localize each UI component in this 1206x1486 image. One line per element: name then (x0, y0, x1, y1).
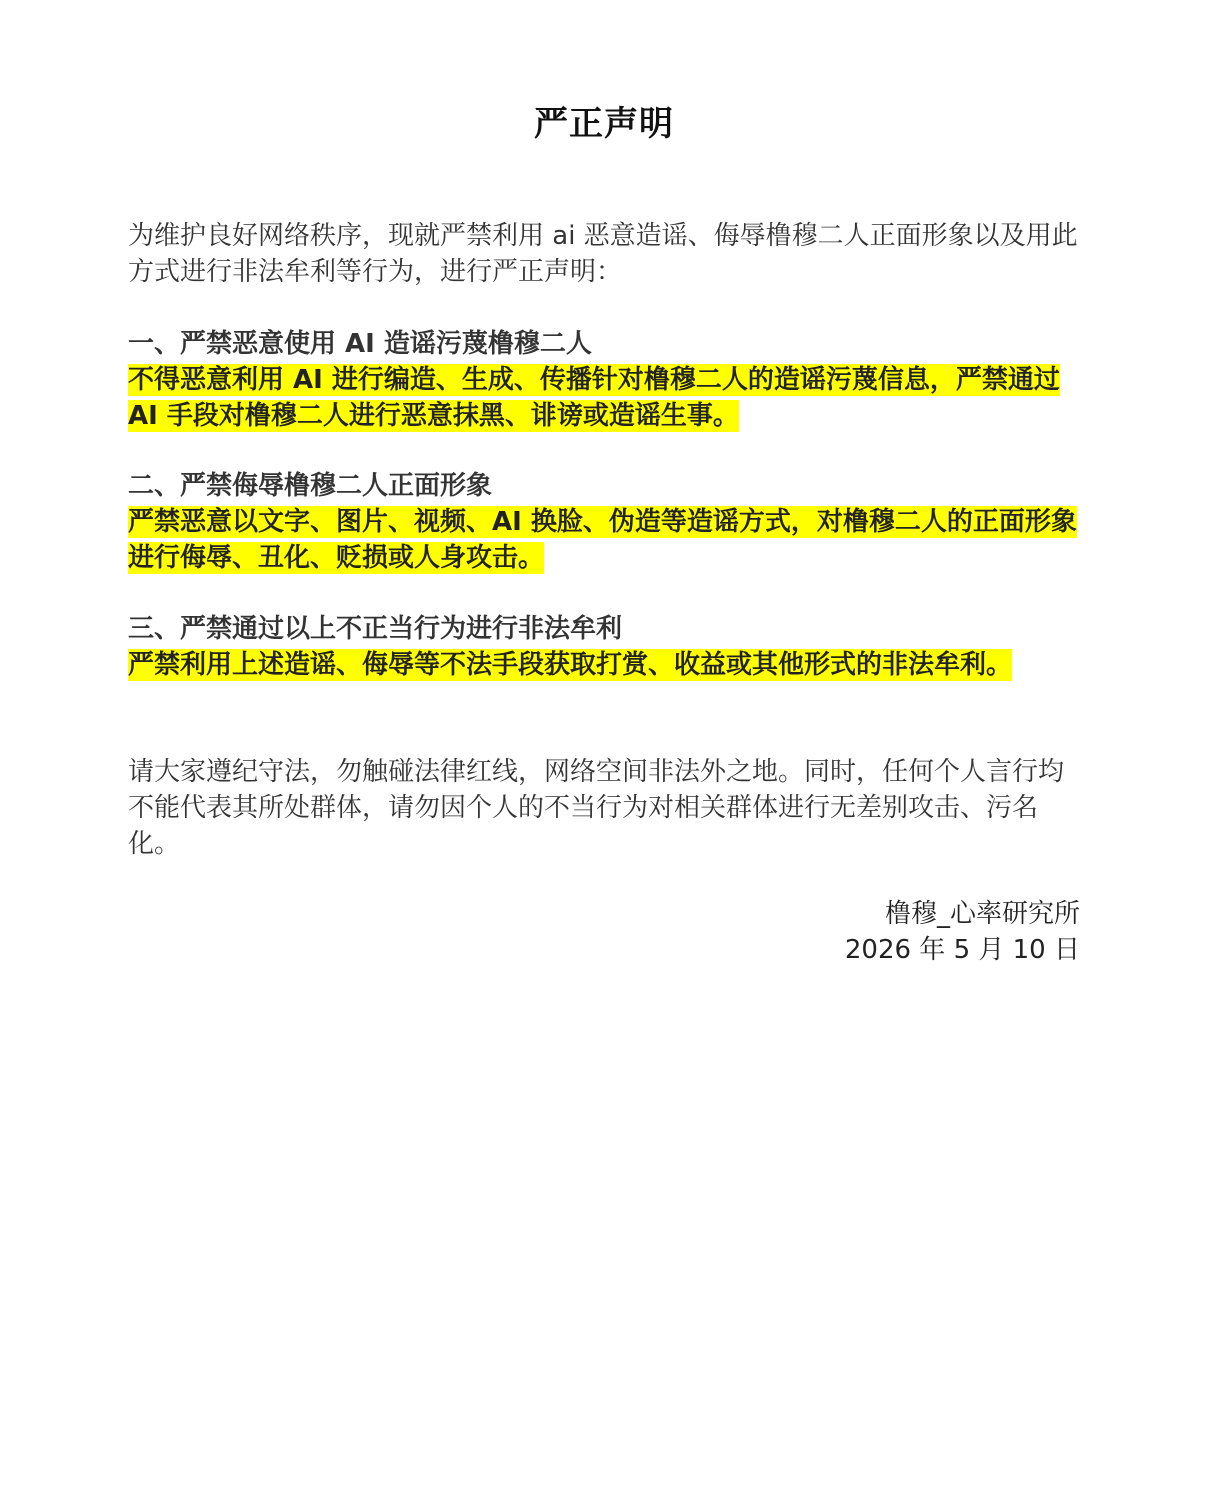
signature-block (845, 896, 1080, 968)
section-heading: 二、严禁侮辱橹穆二人正面形象 (128, 471, 493, 501)
section-heading: 一、严禁恶意使用 AI 造谣污蔑橹穆二人 (128, 329, 592, 359)
signature-date: 2026 年 5 月 10 日 (844, 935, 1080, 965)
section-1 (128, 326, 1080, 434)
section-2 (128, 468, 1080, 576)
section-heading: 三、严禁通过以上不正当行为进行非法牟利 (128, 614, 623, 644)
signature-author: 橹穆_心率研究所 (884, 899, 1080, 929)
highlighted-text: 严禁利用上述造谣、侮辱等不法手段获取打赏、收益或其他形式的非法牟利。 (128, 650, 1013, 680)
intro-paragraph: 为维护良好网络秩序，现就严禁利用 ai 恶意造谣、侮辱橹穆二人正面形象以及用此方式进行非法牟利等行为，进行严正声明： (128, 221, 1078, 287)
section-3 (128, 611, 1080, 683)
section-body (128, 362, 1080, 434)
page-title: 严正声明 (534, 104, 674, 144)
highlighted-text: 不得恶意利用 AI 进行编造、生成、传播针对橹穆二人的造谣污蔑信息，严禁通过 AI 手段对橹穆二人进行恶意抹黑、诽谤或造谣生事。 (128, 365, 1060, 431)
section-body (128, 647, 1080, 683)
section-body (128, 504, 1080, 576)
highlighted-text: 严禁恶意以文字、图片、视频、AI 换脸、伪造等造谣方式，对橹穆二人的正面形象进行侮辱、丑化、贬损或人身攻击。 (128, 507, 1077, 573)
closing-paragraph: 请大家遵纪守法，勿触碰法律红线，网络空间非法外之地。同时，任何个人言行均不能代表其所处群体，请勿因个人的不当行为对相关群体进行无差别攻击、污名化。 (128, 757, 1065, 859)
